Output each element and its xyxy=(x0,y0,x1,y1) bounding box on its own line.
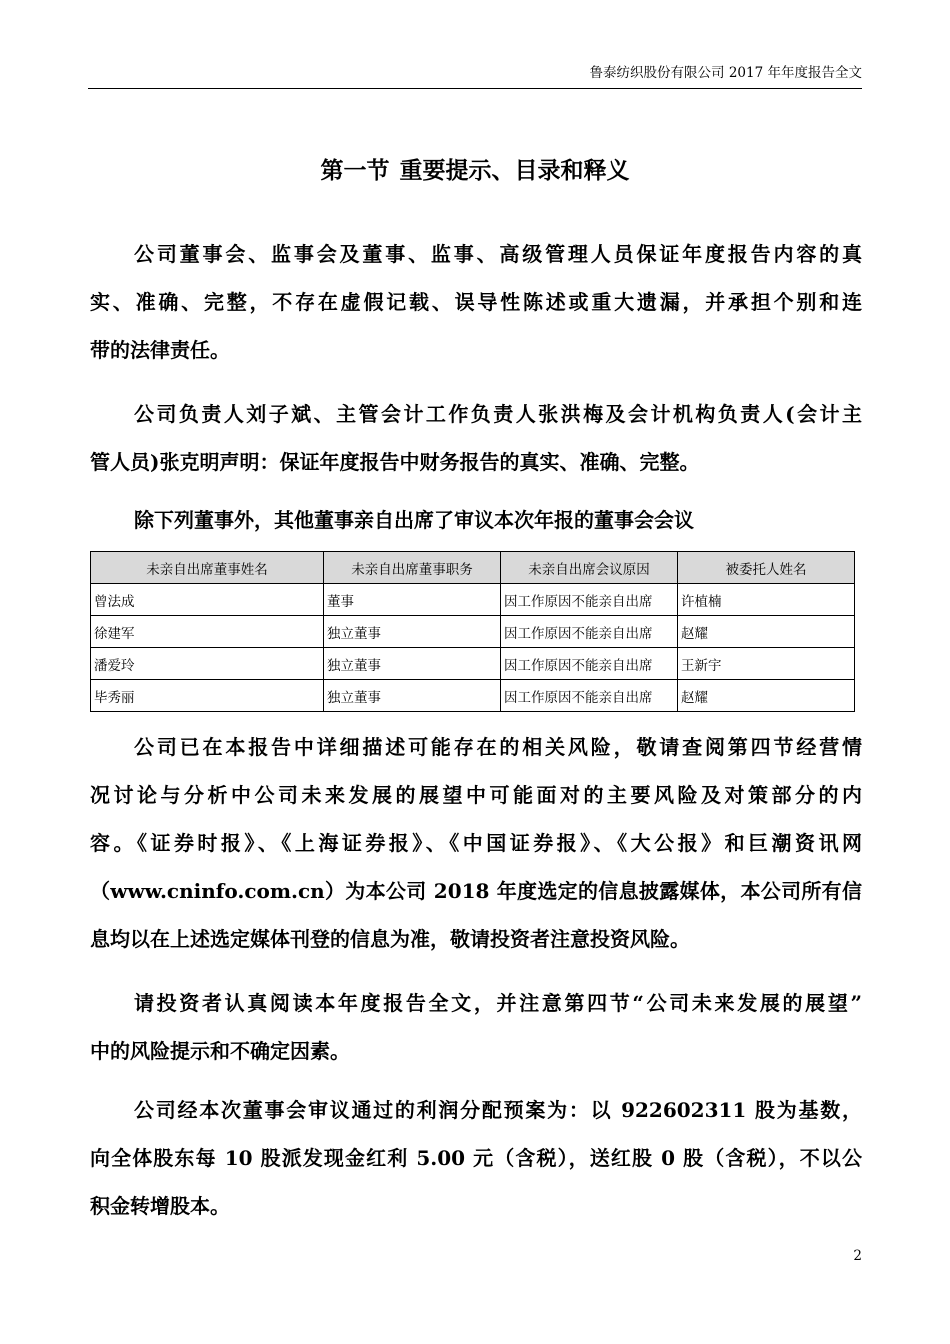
header-rule xyxy=(88,88,862,89)
table-cell: 因工作原因不能亲自出席 xyxy=(501,648,678,680)
table-cell: 独立董事 xyxy=(324,616,501,648)
paragraph-investor-notice xyxy=(90,979,862,1075)
paragraph-line: 公司已在本报告中详细描述可能存在的相关风险，敬请查阅第四节经营情 xyxy=(134,735,862,759)
table-cell: 潘爱玲 xyxy=(91,648,324,680)
paragraph-line: 容。《证券时报》、《上海证券报》、《中国证券报》、《大公报》和巨潮资讯网 xyxy=(90,831,862,855)
paragraph-line: （www.cninfo.com.cn）为本公司 2018 年度选定的信息披露媒体，本公司所有信 xyxy=(90,879,862,903)
table-row xyxy=(91,648,855,680)
column-header: 被委托人姓名 xyxy=(678,552,855,584)
column-header: 未亲自出席会议原因 xyxy=(501,552,678,584)
paragraph-line: 带的法律责任。 xyxy=(90,338,230,362)
paragraph-line: 息均以在上述选定媒体刊登的信息为准，敬请投资者注意投资风险。 xyxy=(90,927,690,951)
paragraph-line: 积金转增股本。 xyxy=(90,1194,230,1218)
table-row xyxy=(91,616,855,648)
table-cell: 徐建军 xyxy=(91,616,324,648)
paragraph-line: 管人员)张克明声明：保证年度报告中财务报告的真实、准确、完整。 xyxy=(90,450,700,474)
paragraph-line: 公司董事会、监事会及董事、监事、高级管理人员保证年度报告内容的真 xyxy=(134,242,862,266)
table-cell: 赵耀 xyxy=(678,616,855,648)
paragraph-line: 公司负责人刘子斌、主管会计工作负责人张洪梅及会计机构负责人(会计主 xyxy=(134,402,862,426)
paragraph-risk-disclosure xyxy=(90,723,862,963)
column-header: 未亲自出席董事职务 xyxy=(324,552,501,584)
table-cell: 因工作原因不能亲自出席 xyxy=(501,680,678,712)
page-number: 2 xyxy=(853,1248,862,1264)
absent-directors-table xyxy=(90,551,855,712)
paragraph-line: 实、准确、完整，不存在虚假记载、误导性陈述或重大遗漏，并承担个别和连 xyxy=(90,290,862,314)
paragraph-line: 除下列董事外，其他董事亲自出席了审议本次年报的董事会会议 xyxy=(134,508,694,532)
table-cell: 赵耀 xyxy=(678,680,855,712)
paragraph-line: 中的风险提示和不确定因素。 xyxy=(90,1039,350,1063)
table-cell: 许植楠 xyxy=(678,584,855,616)
table-cell: 董事 xyxy=(324,584,501,616)
table-cell: 王新宇 xyxy=(678,648,855,680)
table-cell: 独立董事 xyxy=(324,648,501,680)
table-cell: 因工作原因不能亲自出席 xyxy=(501,616,678,648)
section-number: 第一节 xyxy=(320,157,390,184)
table-cell: 因工作原因不能亲自出席 xyxy=(501,584,678,616)
paragraph-profit-distribution xyxy=(90,1086,862,1230)
paragraph-line: 请投资者认真阅读本年度报告全文，并注意第四节“公司未来发展的展望” xyxy=(134,991,862,1015)
paragraph-executive-statement xyxy=(90,390,862,486)
table-row xyxy=(91,584,855,616)
table-row xyxy=(91,680,855,712)
paragraph-absent-directors-intro xyxy=(90,496,862,544)
paragraph-responsibility xyxy=(90,230,862,374)
paragraph-line: 公司经本次董事会审议通过的利润分配预案为：以 922602311 股为基数， xyxy=(134,1098,862,1122)
paragraph-line: 况讨论与分析中公司未来发展的展望中可能面对的主要风险及对策部分的内 xyxy=(90,783,862,807)
table-cell: 独立董事 xyxy=(324,680,501,712)
table-cell: 毕秀丽 xyxy=(91,680,324,712)
table-cell: 曾法成 xyxy=(91,584,324,616)
section-title-text: 重要提示、目录和释义 xyxy=(399,157,630,184)
column-header: 未亲自出席董事姓名 xyxy=(91,552,324,584)
paragraph-line: 向全体股东每 10 股派发现金红利 5.00 元（含税），送红股 0 股（含税），不以公 xyxy=(90,1146,862,1170)
running-header: 鲁泰纺织股份有限公司 2017 年年度报告全文 xyxy=(589,65,862,81)
section-title xyxy=(88,154,862,188)
table-header-row xyxy=(91,552,855,584)
